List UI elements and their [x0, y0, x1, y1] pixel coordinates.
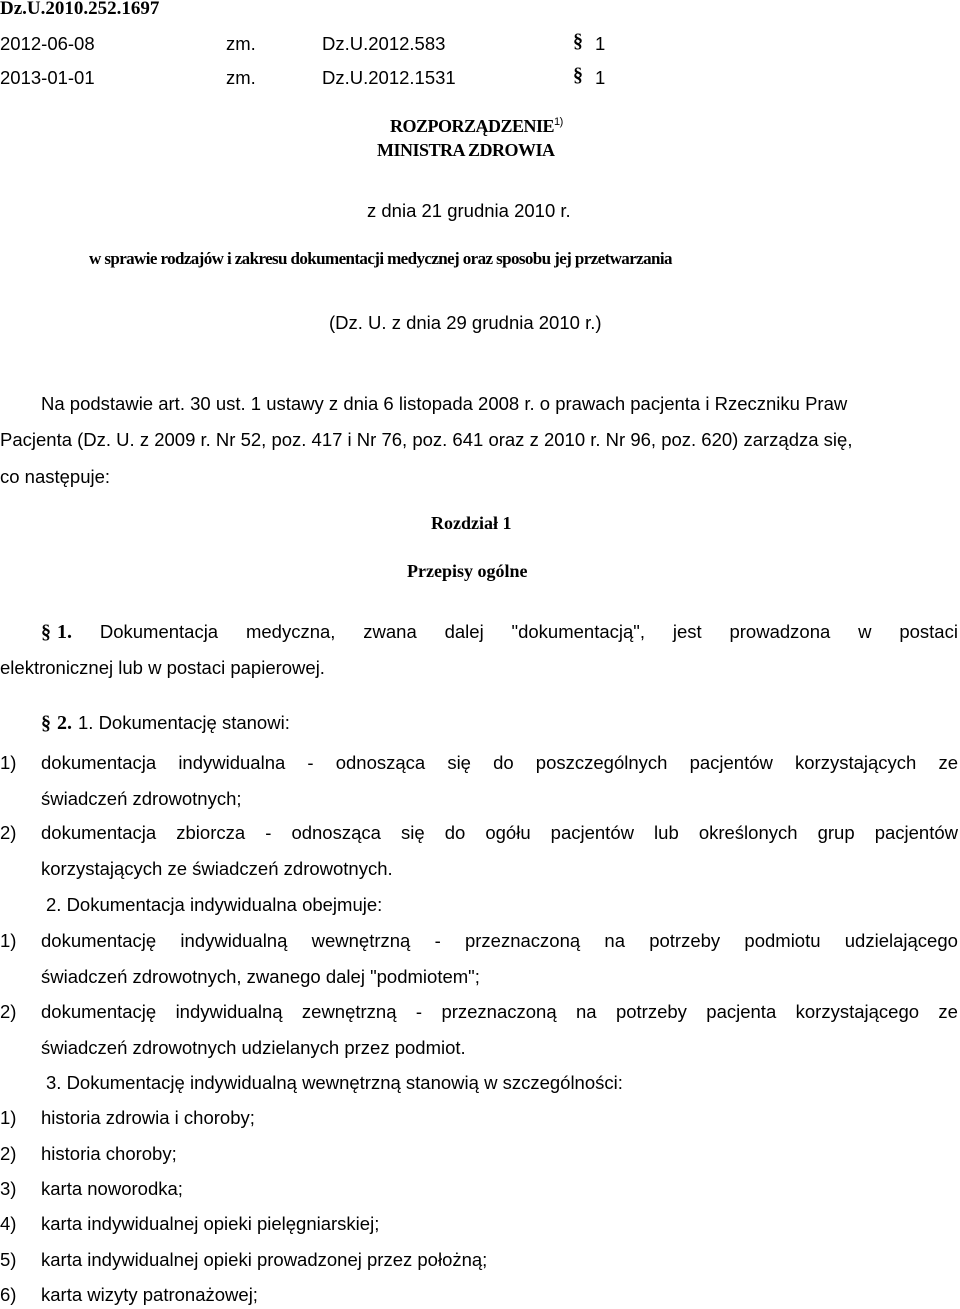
word: zwana	[363, 621, 417, 642]
section-sign: §	[573, 30, 583, 52]
item-line: świadczeń zdrowotnych;	[41, 788, 242, 809]
word: do	[493, 752, 514, 773]
word: przeznaczoną	[441, 1001, 557, 1022]
item-text: karta noworodka;	[41, 1178, 183, 1199]
item-text: karta indywidualnej opieki prowadzonej przez położną;	[41, 1249, 488, 1270]
word: dokumentacja	[41, 752, 157, 773]
list-item	[0, 752, 958, 824]
word: "dokumentacją",	[511, 621, 645, 642]
act-type-title	[390, 116, 563, 137]
item-line	[41, 930, 958, 952]
paragraph-heading	[0, 621, 72, 644]
paragraph-1-line	[0, 621, 958, 644]
item-text: historia zdrowia i choroby;	[41, 1107, 255, 1128]
word: ogółu	[485, 822, 531, 843]
item-text: karta wizyty patronażowej;	[41, 1284, 258, 1305]
word: -	[415, 1001, 423, 1022]
word: prowadzona	[729, 621, 831, 642]
item-number: 1)	[0, 752, 17, 773]
chapter-title: Przepisy ogólne	[407, 561, 528, 581]
chapter-label: Rozdział 1	[431, 513, 512, 533]
clause-lead: 2. Dokumentacja indywidualna obejmuje:	[46, 894, 383, 915]
source-reference: Dz.U.2010.252.1697	[0, 0, 160, 19]
item-text: karta indywidualnej opieki pielęgniarskiej;	[41, 1213, 380, 1234]
amendment-date: 2012-06-08	[0, 33, 95, 54]
act-type-text: ROZPORZĄDZENIE	[390, 116, 555, 136]
issuing-authority: MINISTRA ZDROWIA	[377, 140, 555, 160]
word: zewnętrzną	[301, 1001, 397, 1022]
item-number: 1)	[0, 930, 17, 951]
amendment-count: 1	[595, 33, 606, 54]
paragraph-number: 2.	[57, 712, 72, 734]
amendment-date: 2013-01-01	[0, 67, 95, 88]
act-date: z dnia 21 grudnia 2010 r.	[367, 200, 571, 221]
word: dokumentacja	[41, 822, 157, 843]
word: Dokumentacja	[99, 621, 219, 642]
word: wewnętrzną	[311, 930, 411, 951]
item-number: 4)	[0, 1213, 17, 1234]
word: lub	[654, 822, 679, 843]
word: w	[858, 621, 872, 642]
word: medyczna,	[245, 621, 336, 642]
word: dokumentację	[41, 930, 157, 951]
section-sign: §	[41, 621, 51, 643]
amendment-ref: Dz.U.2012.1531	[322, 67, 456, 88]
word: ze	[938, 752, 958, 773]
word: do	[444, 822, 466, 843]
word: potrzeby	[615, 1001, 687, 1022]
word: pacjentów	[874, 822, 958, 843]
word: grup	[817, 822, 855, 843]
footnote-marker: 1)	[554, 116, 563, 128]
amendment-count: 1	[595, 67, 606, 88]
word: ze	[938, 1001, 958, 1022]
word: korzystającego	[795, 1001, 920, 1022]
item-line: świadczeń zdrowotnych, zwanego dalej "podmiotem";	[41, 966, 480, 987]
word: potrzeby	[649, 930, 721, 951]
word: korzystających	[795, 752, 917, 773]
item-line: korzystających ze świadczeń zdrowotnych.	[41, 858, 393, 879]
word: się	[447, 752, 471, 773]
item-line	[41, 752, 958, 774]
word: na	[576, 1001, 597, 1022]
word: dokumentację	[41, 1001, 157, 1022]
word: indywidualną	[175, 1001, 283, 1022]
item-line	[41, 1001, 958, 1023]
list-item	[0, 822, 958, 894]
section-sign: §	[573, 64, 583, 86]
list-item	[0, 1001, 958, 1073]
amendment-kind: zm.	[226, 67, 256, 88]
word: indywidualna	[178, 752, 286, 773]
item-number: 3)	[0, 1178, 17, 1199]
paragraph-number: 1.	[57, 621, 72, 643]
word: indywidualną	[180, 930, 288, 951]
item-text: historia choroby;	[41, 1143, 177, 1164]
word: -	[265, 822, 272, 843]
item-number: 6)	[0, 1284, 17, 1305]
word: poszczególnych	[535, 752, 668, 773]
amendment-kind: zm.	[226, 33, 256, 54]
word: jest	[672, 621, 702, 642]
publication-note: (Dz. U. z dnia 29 grudnia 2010 r.)	[329, 312, 602, 333]
item-line: świadczeń zdrowotnych udzielanych przez podmiot.	[41, 1037, 466, 1058]
act-subject: w sprawie rodzajów i zakresu dokumentacji medycznej oraz sposobu jej przetwarzania	[89, 249, 672, 268]
item-number: 2)	[0, 1143, 17, 1164]
word: pacjentów	[550, 822, 634, 843]
word: -	[307, 752, 314, 773]
word: dalej	[444, 621, 484, 642]
item-number: 1)	[0, 1107, 17, 1128]
word: przeznaczoną	[464, 930, 581, 951]
word: postaci	[899, 621, 958, 642]
word: -	[434, 930, 441, 951]
item-number: 2)	[0, 822, 17, 843]
word: zbiorcza	[176, 822, 246, 843]
word: odnosząca	[335, 752, 426, 773]
word: odnosząca	[291, 822, 381, 843]
item-line	[41, 822, 958, 844]
item-number: 2)	[0, 1001, 17, 1022]
paragraph-2-heading	[41, 712, 290, 735]
paragraph-1-line: elektronicznej lub w postaci papierowej.	[0, 657, 325, 678]
word: na	[604, 930, 625, 951]
amendment-ref: Dz.U.2012.583	[322, 33, 446, 54]
preamble-line: Pacjenta (Dz. U. z 2009 r. Nr 52, poz. 417 i Nr 76, poz. 641 oraz z 2010 r. Nr 96, poz. 620) zarządza się,	[0, 429, 853, 450]
word: pacjentów	[689, 752, 773, 773]
word: się	[400, 822, 425, 843]
word: udzielającego	[844, 930, 958, 951]
list-item	[0, 930, 958, 1002]
clause-lead: 1. Dokumentację stanowi:	[78, 712, 290, 733]
word: określonych	[698, 822, 798, 843]
clause-lead: 3. Dokumentację indywidualną wewnętrzną stanowią w szczególności:	[46, 1072, 623, 1093]
section-sign: §	[41, 712, 51, 734]
preamble-line: Na podstawie art. 30 ust. 1 ustawy z dnia 6 listopada 2008 r. o prawach pacjenta i Rzeczniku Praw	[41, 393, 848, 414]
word: podmiotu	[744, 930, 821, 951]
preamble-line: co następuje:	[0, 466, 111, 487]
item-number: 5)	[0, 1249, 17, 1270]
word: pacjenta	[706, 1001, 777, 1022]
